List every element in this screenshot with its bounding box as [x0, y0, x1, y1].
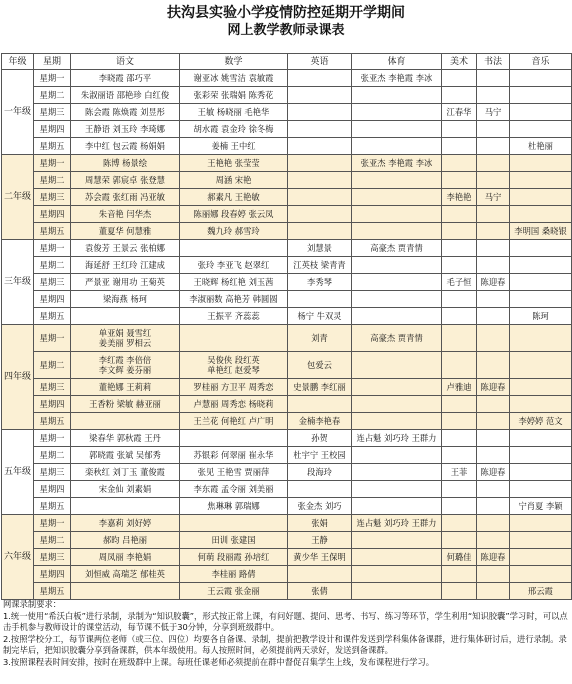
table-row — [2, 274, 572, 291]
column-header: 美术 — [442, 54, 477, 70]
page-title: 扶沟县实验小学疫情防控延期开学期间 — [167, 5, 405, 21]
teacher-cell: 高豪杰 贾青情 — [352, 240, 442, 257]
grade-label: 六年级 — [2, 515, 34, 600]
teacher-cell: 王晓辉 杨红艳 刘玉茜 — [180, 274, 288, 291]
teacher-cell — [180, 325, 288, 352]
teacher-cell — [510, 291, 572, 308]
teacher-cell — [442, 396, 477, 413]
day-label: 星期三 — [34, 549, 71, 566]
teacher-cell — [477, 206, 510, 223]
teacher-cell — [352, 172, 442, 189]
table-row — [2, 308, 572, 325]
teacher-cell: 李淑丽数 高艳芳 韩圆圆 — [180, 291, 288, 308]
teacher-cell — [442, 413, 477, 430]
day-label: 星期三 — [34, 189, 71, 206]
teacher-cell — [352, 549, 442, 566]
day-label: 星期二 — [34, 532, 71, 549]
teacher-cell: 王艳艳 张莹莹 — [180, 155, 288, 172]
teacher-cell — [288, 121, 352, 138]
day-label: 星期一 — [34, 155, 71, 172]
day-label: 星期二 — [34, 352, 71, 379]
teacher-cell: 陈迎春 — [477, 464, 510, 481]
day-label: 星期五 — [34, 583, 71, 600]
teacher-cell: 刘青 — [288, 325, 352, 352]
teacher-cell — [442, 291, 477, 308]
teacher-cell — [477, 430, 510, 447]
teacher-cell: 罗桂丽 方卫平 周秀恋 — [180, 379, 288, 396]
table-row — [2, 532, 572, 549]
table-row — [2, 447, 572, 464]
teacher-cell: 金楠李艳春 — [288, 413, 352, 430]
day-label: 星期四 — [34, 481, 71, 498]
header-row — [2, 54, 572, 70]
column-header: 体育 — [352, 54, 442, 70]
teacher-cell: 梁春华 郭秋霞 王丹 — [71, 430, 180, 447]
teacher-cell — [510, 549, 572, 566]
table-row — [2, 223, 572, 240]
teacher-cell: 周涵 宋艳 — [180, 172, 288, 189]
teacher-cell — [442, 172, 477, 189]
teacher-cell — [477, 138, 510, 155]
teacher-cell — [477, 447, 510, 464]
teacher-cell — [352, 257, 442, 274]
teacher-cell — [71, 498, 180, 515]
teacher-cell — [477, 515, 510, 532]
teacher-cell — [288, 291, 352, 308]
table-row — [2, 121, 572, 138]
teacher-cell — [510, 566, 572, 583]
teacher-cell: 毛子恒 — [442, 274, 477, 291]
teacher-cell — [510, 189, 572, 206]
teacher-cell: 段海玲 — [288, 464, 352, 481]
teacher-cell: 周凤丽 李艳娟 — [71, 549, 180, 566]
teacher-cell — [477, 532, 510, 549]
teacher-cell — [180, 430, 288, 447]
table-row — [2, 430, 572, 447]
teacher-cell — [352, 447, 442, 464]
table-row — [2, 155, 572, 172]
grade-label: 一年级 — [2, 70, 34, 155]
teacher-cell: 张亚杰 李艳霞 李冰 — [352, 70, 442, 87]
teacher-cell — [288, 223, 352, 240]
grade-label: 四年级 — [2, 325, 34, 430]
teacher-cell: 马宁 — [477, 189, 510, 206]
teacher-cell — [352, 352, 442, 379]
teacher-cell — [180, 240, 288, 257]
teacher-cell: 张倩 — [288, 583, 352, 600]
teacher-cell: 陈会霞 陈焕霞 刘昱彤 — [71, 104, 180, 121]
day-label: 星期二 — [34, 172, 71, 189]
teacher-cell — [510, 104, 572, 121]
teacher-cell — [352, 189, 442, 206]
teacher-cell — [510, 396, 572, 413]
day-label: 星期一 — [34, 430, 71, 447]
teacher-cell: 王敏 杨晓丽 毛艳华 — [180, 104, 288, 121]
teacher-cell: 陈珂 — [510, 308, 572, 325]
day-label: 星期五 — [34, 413, 71, 430]
table-row — [2, 379, 572, 396]
day-label: 星期一 — [34, 325, 71, 352]
teacher-cell: 宋金仙 刘素娟 — [71, 481, 180, 498]
teacher-cell: 姜楠 王中红 — [180, 138, 288, 155]
teacher-cell — [477, 87, 510, 104]
teacher-cell: 宁肖夏 李颖 — [510, 498, 572, 515]
table-row — [2, 325, 572, 352]
teacher-cell: 李晓霞 邵巧平 — [71, 70, 180, 87]
teacher-cell: 胡水霞 袁金玲 徐冬梅 — [180, 121, 288, 138]
day-label: 星期四 — [34, 396, 71, 413]
teacher-cell — [510, 121, 572, 138]
teacher-cell: 卢慧丽 周秀恋 杨晓莉 — [180, 396, 288, 413]
teacher-cell — [352, 498, 442, 515]
teacher-cell: 李桂丽 路倩 — [180, 566, 288, 583]
teacher-cell: 江春华 — [442, 104, 477, 121]
teacher-cell — [510, 515, 572, 532]
teacher-cell — [442, 498, 477, 515]
teacher-cell — [288, 566, 352, 583]
teacher-cell — [510, 274, 572, 291]
teacher-cell — [352, 104, 442, 121]
table-row — [2, 240, 572, 257]
day-label: 星期一 — [34, 240, 71, 257]
column-header: 数学 — [180, 54, 288, 70]
teacher-cell: 栾秋红 刘丁玉 董俊霞 — [71, 464, 180, 481]
table-row — [2, 583, 572, 600]
grade-label: 二年级 — [2, 155, 34, 240]
teacher-cell: 李明国 桑晓银 — [510, 223, 572, 240]
teacher-cell: 刘慧景 — [288, 240, 352, 257]
teacher-cell — [442, 308, 477, 325]
table-row — [2, 189, 572, 206]
teacher-cell: 郝素凡 王艳敏 — [180, 189, 288, 206]
teacher-cell — [352, 566, 442, 583]
day-label: 星期五 — [34, 498, 71, 515]
teacher-cell — [442, 155, 477, 172]
teacher-cell: 黄少华 王保明 — [288, 549, 352, 566]
column-header: 年级 — [2, 54, 34, 70]
teacher-cell — [442, 515, 477, 532]
column-header: 星期 — [34, 54, 71, 70]
day-label: 星期四 — [34, 121, 71, 138]
teacher-cell — [510, 240, 572, 257]
teacher-cell — [510, 325, 572, 352]
teacher-cell: 高豪杰 贾青情 — [352, 325, 442, 352]
teacher-cell — [442, 532, 477, 549]
day-label: 星期三 — [34, 104, 71, 121]
teacher-cell: 郝昀 吕艳丽 — [71, 532, 180, 549]
table-row — [2, 87, 572, 104]
teacher-cell — [288, 104, 352, 121]
schedule-body — [2, 70, 572, 600]
day-label: 星期二 — [34, 447, 71, 464]
table-row — [2, 291, 572, 308]
table-row — [2, 413, 572, 430]
teacher-cell — [477, 223, 510, 240]
teacher-cell — [477, 352, 510, 379]
teacher-cell: 魏九玲 郝雪玲 — [180, 223, 288, 240]
teacher-cell — [477, 70, 510, 87]
teacher-cell — [442, 481, 477, 498]
table-row — [2, 481, 572, 498]
teacher-cell: 袁俊芳 王景云 张柏娜 — [71, 240, 180, 257]
teacher-cell: 陈迎春 — [477, 379, 510, 396]
table-row — [2, 257, 572, 274]
day-label: 星期二 — [34, 87, 71, 104]
teacher-cell — [352, 379, 442, 396]
day-label: 星期四 — [34, 206, 71, 223]
teacher-cell — [71, 413, 180, 430]
teacher-cell — [442, 121, 477, 138]
schedule-table — [1, 53, 572, 600]
teacher-cell: 刘恒威 高瑞芝 郁桂英 — [71, 566, 180, 583]
teacher-cell — [71, 308, 180, 325]
teacher-cell — [352, 464, 442, 481]
teacher-cell — [477, 396, 510, 413]
teacher-cell: 连占魁 刘巧玲 王群力 — [352, 515, 442, 532]
note-item-2: 2.按照学校分工，每节课两位老师（或三位、四位）均要各自备课、录制，提前把教学设计和课件发送到学科集体备课群，进行集体研讨后，进行录制。录制完毕后，把知识胶囊分享到备课群，供本年级使用。每人按照时间，必须提前两天录好，发送到备课群。 — [3, 633, 567, 655]
teacher-cell — [510, 447, 572, 464]
teacher-cell — [442, 325, 477, 352]
teacher-cell — [477, 566, 510, 583]
teacher-cell — [477, 155, 510, 172]
day-label: 星期三 — [34, 464, 71, 481]
teacher-cell — [288, 396, 352, 413]
teacher-cell — [510, 70, 572, 87]
teacher-cell — [510, 257, 572, 274]
teacher-cell: 王静 — [288, 532, 352, 549]
teacher-cell: 杨宁 牛双灵 — [288, 308, 352, 325]
teacher-cell: 杜宇宁 王校园 — [288, 447, 352, 464]
teacher-cell — [442, 566, 477, 583]
table-row — [2, 138, 572, 155]
teacher-cell: 杜艳丽 — [510, 138, 572, 155]
teacher-cell — [352, 274, 442, 291]
note-item-1: 1.统一使用“希沃白板”进行录制，录制为“知识胶囊”，形式按正常上课，有问好题、提问、思考、书写、练习等环节，学生利用“知识胶囊”学习时，可以点击手机参与教师设计的课堂活动，每节课不低于30分钟，分享到班级群中。 — [3, 610, 568, 632]
teacher-cell: 陈博 杨景绘 — [71, 155, 180, 172]
teacher-cell — [352, 532, 442, 549]
teacher-cell: 朱淑丽语 邵艳珍 白红俊 — [71, 87, 180, 104]
teacher-cell — [442, 206, 477, 223]
teacher-cell: 谢亚冰 姚雪洁 袁敏霞 — [180, 70, 288, 87]
grade-label: 三年级 — [2, 240, 34, 325]
teacher-cell: 张娟 — [288, 515, 352, 532]
teacher-cell — [442, 430, 477, 447]
teacher-cell — [442, 583, 477, 600]
teacher-cell — [442, 87, 477, 104]
teacher-cell — [352, 87, 442, 104]
teacher-cell — [442, 447, 477, 464]
teacher-cell — [288, 189, 352, 206]
teacher-cell — [352, 308, 442, 325]
teacher-cell — [180, 515, 288, 532]
teacher-cell: 李红霞 李倍倍 李文辉 姜芬丽 — [71, 352, 180, 379]
teacher-cell — [352, 481, 442, 498]
teacher-cell: 郭晓霞 张斌 吴郁秀 — [71, 447, 180, 464]
notes-heading: 网课录制要求： — [3, 599, 62, 609]
teacher-cell: 周慧荣 郭宸卓 张登慧 — [71, 172, 180, 189]
teacher-cell — [510, 532, 572, 549]
teacher-cell: 单亚娟 聂雪红 姜美丽 罗相云 — [71, 325, 180, 352]
table-row — [2, 549, 572, 566]
recording-notes — [3, 599, 569, 668]
column-header: 英语 — [288, 54, 352, 70]
teacher-cell: 张亚杰 李艳霞 李冰 — [352, 155, 442, 172]
teacher-cell — [510, 481, 572, 498]
teacher-cell: 马宁 — [477, 104, 510, 121]
table-row — [2, 206, 572, 223]
table-row — [2, 515, 572, 532]
grade-label: 五年级 — [2, 430, 34, 515]
teacher-cell — [352, 138, 442, 155]
teacher-cell — [510, 87, 572, 104]
teacher-cell — [442, 223, 477, 240]
teacher-cell — [510, 206, 572, 223]
teacher-cell: 王云霞 张金丽 — [180, 583, 288, 600]
teacher-cell: 孙贺 — [288, 430, 352, 447]
teacher-cell: 李艳艳 — [442, 189, 477, 206]
teacher-cell — [288, 155, 352, 172]
teacher-cell — [352, 413, 442, 430]
day-label: 星期五 — [34, 308, 71, 325]
table-row — [2, 172, 572, 189]
teacher-cell: 李东霞 孟令丽 刘美丽 — [180, 481, 288, 498]
teacher-cell — [442, 240, 477, 257]
teacher-cell — [477, 291, 510, 308]
day-label: 星期一 — [34, 70, 71, 87]
teacher-cell: 王振平 齐蕊蕊 — [180, 308, 288, 325]
day-label: 星期一 — [34, 515, 71, 532]
teacher-cell — [71, 583, 180, 600]
teacher-cell: 朱音艳 闫华杰 — [71, 206, 180, 223]
teacher-cell — [477, 498, 510, 515]
teacher-cell: 海延舒 王红玲 江建成 — [71, 257, 180, 274]
teacher-cell — [510, 352, 572, 379]
teacher-cell: 江英枝 梁青青 — [288, 257, 352, 274]
table-row — [2, 104, 572, 121]
teacher-cell — [288, 70, 352, 87]
teacher-cell — [288, 481, 352, 498]
teacher-cell: 王菲 — [442, 464, 477, 481]
teacher-cell: 陈迎春 — [477, 274, 510, 291]
note-item-3: 3.按照课程表时间安排，按时在班级群中上课。每班任课老师必须提前在群中督促召集学生上线，发布课程进行学习。 — [3, 656, 435, 667]
teacher-cell — [477, 481, 510, 498]
teacher-cell — [442, 257, 477, 274]
column-header: 语文 — [71, 54, 180, 70]
teacher-cell — [477, 325, 510, 352]
teacher-cell: 张彩荣 张瑞娟 陈秀花 — [180, 87, 288, 104]
teacher-cell: 李中红 包云霞 杨娟娟 — [71, 138, 180, 155]
teacher-cell — [510, 155, 572, 172]
teacher-cell — [477, 121, 510, 138]
teacher-cell — [510, 379, 572, 396]
teacher-cell: 何萌 段丽霞 孙培红 — [180, 549, 288, 566]
day-label: 星期三 — [34, 379, 71, 396]
teacher-cell — [352, 396, 442, 413]
teacher-cell — [477, 257, 510, 274]
day-label: 星期五 — [34, 138, 71, 155]
teacher-cell: 李秀琴 — [288, 274, 352, 291]
table-row — [2, 396, 572, 413]
teacher-cell — [510, 172, 572, 189]
teacher-cell — [477, 308, 510, 325]
teacher-cell: 王香粉 梁敏 赫亚丽 — [71, 396, 180, 413]
teacher-cell: 苏银彩 何翠丽 崔永华 — [180, 447, 288, 464]
table-row — [2, 498, 572, 515]
teacher-cell: 严景亚 谢用功 王菊英 — [71, 274, 180, 291]
teacher-cell: 何璐佳 — [442, 549, 477, 566]
teacher-cell — [288, 87, 352, 104]
teacher-cell: 李婷婷 范文 — [510, 413, 572, 430]
teacher-cell: 史景鹏 李红丽 — [288, 379, 352, 396]
table-row — [2, 566, 572, 583]
teacher-cell: 董艳娜 王莉莉 — [71, 379, 180, 396]
teacher-cell: 包爱云 — [288, 352, 352, 379]
teacher-cell — [442, 352, 477, 379]
teacher-cell: 苏会霞 张红雨 冯亚敏 — [71, 189, 180, 206]
day-label: 星期三 — [34, 274, 71, 291]
day-label: 星期二 — [34, 257, 71, 274]
teacher-cell — [352, 121, 442, 138]
day-label: 星期四 — [34, 291, 71, 308]
column-header: 书法 — [477, 54, 510, 70]
teacher-cell: 连占魁 刘巧玲 王群力 — [352, 430, 442, 447]
teacher-cell: 邢云霞 — [510, 583, 572, 600]
table-row — [2, 352, 572, 379]
page-subtitle: 网上教学教师录课表 — [227, 23, 345, 38]
teacher-cell — [352, 206, 442, 223]
teacher-cell — [442, 138, 477, 155]
teacher-cell: 陈迎春 — [477, 549, 510, 566]
teacher-cell — [288, 138, 352, 155]
table-row — [2, 70, 572, 87]
teacher-cell: 李嘉莉 刘好婷 — [71, 515, 180, 532]
teacher-cell — [477, 583, 510, 600]
teacher-cell: 梁海燕 杨珂 — [71, 291, 180, 308]
teacher-cell: 董夏华 何慧雅 — [71, 223, 180, 240]
teacher-cell — [352, 291, 442, 308]
day-label: 星期五 — [34, 223, 71, 240]
column-header: 音乐 — [510, 54, 572, 70]
teacher-cell: 田训 张建国 — [180, 532, 288, 549]
teacher-cell: 张见 王艳雪 贾丽萍 — [180, 464, 288, 481]
teacher-cell: 张金杰 刘巧 — [288, 498, 352, 515]
teacher-cell — [288, 206, 352, 223]
table-row — [2, 464, 572, 481]
teacher-cell: 陈丽娜 段春婷 张云凤 — [180, 206, 288, 223]
teacher-cell — [352, 583, 442, 600]
teacher-cell: 吴俊侠 段红英 单艳红 赵爱琴 — [180, 352, 288, 379]
teacher-cell — [477, 413, 510, 430]
teacher-cell: 张玲 李亚飞 赵翠红 — [180, 257, 288, 274]
teacher-cell — [288, 172, 352, 189]
teacher-cell — [510, 430, 572, 447]
teacher-cell — [442, 70, 477, 87]
teacher-cell — [477, 172, 510, 189]
teacher-cell: 焦琳琳 郭瑞娜 — [180, 498, 288, 515]
teacher-cell: 王静语 刘玉玲 李琦娜 — [71, 121, 180, 138]
teacher-cell — [477, 240, 510, 257]
teacher-cell: 王兰花 何艳红 卢广明 — [180, 413, 288, 430]
day-label: 星期四 — [34, 566, 71, 583]
teacher-cell — [352, 223, 442, 240]
teacher-cell: 卢雅迪 — [442, 379, 477, 396]
teacher-cell — [510, 464, 572, 481]
